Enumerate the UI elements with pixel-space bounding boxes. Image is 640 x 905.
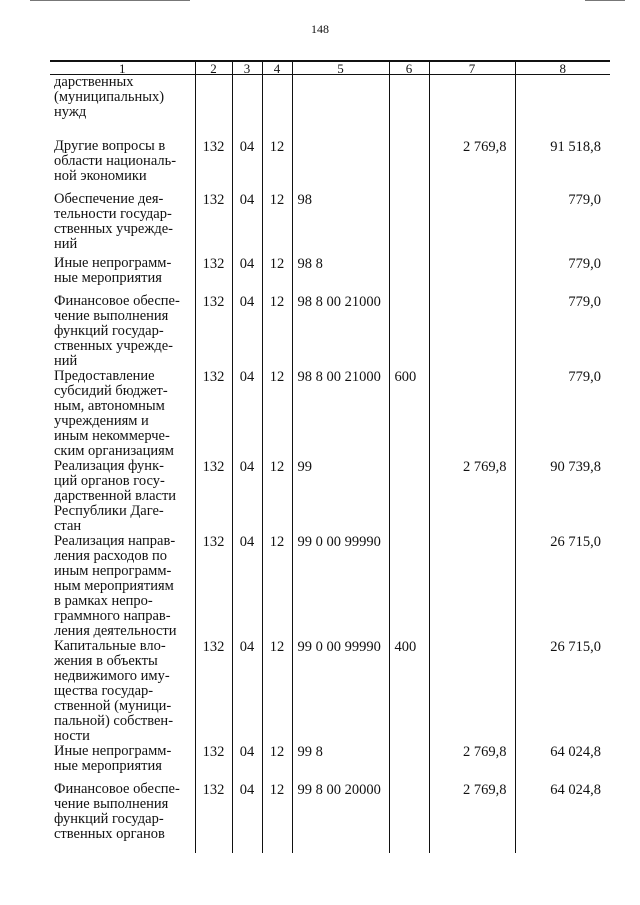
- cell-col-7: [429, 534, 515, 639]
- cell-col-8: 779,0: [515, 192, 610, 256]
- cell-name: [50, 192, 195, 256]
- header-col-1: 1: [50, 61, 195, 75]
- cell-col-4: 12: [262, 744, 292, 782]
- row-name-text: Реализация направ- ления расходов по иным непрограмм- ным мероприятиям в рамках непро- граммного направ- ления деятельности: [54, 532, 177, 639]
- cell-col-6: [389, 75, 429, 139]
- cell-col-6: 400: [389, 639, 429, 744]
- cell-col-5: 99 8 00 20000: [292, 782, 389, 853]
- row-name-text: Финансовое обеспе- чение выполнения функций государ- ственных органов: [54, 780, 180, 842]
- cell-name: [50, 744, 195, 782]
- cell-col-2: 132: [195, 256, 232, 294]
- table-row: [50, 256, 610, 294]
- page-number: 148: [311, 22, 329, 36]
- cell-col-8: 64 024,8: [515, 744, 610, 782]
- table-row: [50, 192, 610, 256]
- cell-col-2: 132: [195, 369, 232, 459]
- cell-col-2: 132: [195, 139, 232, 192]
- cell-col-8: 26 715,0: [515, 534, 610, 639]
- cell-col-5: 98: [292, 192, 389, 256]
- cell-col-3: 04: [232, 459, 262, 534]
- cell-col-8: 91 518,8: [515, 139, 610, 192]
- cell-name: [50, 639, 195, 744]
- cell-col-5: 99 0 00 99990: [292, 639, 389, 744]
- cell-col-4: 12: [262, 534, 292, 639]
- row-name-text: Капитальные вло- жения в объекты недвижимого иму- щества государ- ственной (муници- пальной) собствен- ности: [54, 637, 174, 744]
- cell-col-6: [389, 744, 429, 782]
- header-col-2: 2: [195, 61, 232, 75]
- cell-col-7: [429, 192, 515, 256]
- table-row: [50, 369, 610, 459]
- cell-col-6: [389, 139, 429, 192]
- header-col-7: 7: [429, 61, 515, 75]
- table-row: [50, 639, 610, 744]
- cell-col-7: [429, 294, 515, 369]
- cell-col-5: [292, 139, 389, 192]
- row-name-text: дарственных (муниципальных) нужд: [54, 74, 165, 120]
- cell-col-3: 04: [232, 294, 262, 369]
- cell-col-3: 04: [232, 139, 262, 192]
- header-col-5: 5: [292, 61, 389, 75]
- header-col-8: 8: [515, 61, 610, 75]
- cell-col-2: 132: [195, 192, 232, 256]
- cell-name: [50, 459, 195, 534]
- cell-col-5: 99: [292, 459, 389, 534]
- cell-name: [50, 75, 195, 139]
- cell-col-3: 04: [232, 256, 262, 294]
- cell-col-7: 2 769,8: [429, 459, 515, 534]
- cell-col-2: 132: [195, 782, 232, 853]
- cell-col-8: 779,0: [515, 256, 610, 294]
- table-row: [50, 782, 610, 853]
- row-name-text: Иные непрограмм- ные мероприятия: [54, 254, 172, 286]
- header-col-4: 4: [262, 61, 292, 75]
- cell-name: [50, 534, 195, 639]
- cell-col-4: 12: [262, 256, 292, 294]
- cell-col-4: 12: [262, 782, 292, 853]
- scan-artifact-top-right: [585, 0, 625, 1]
- cell-col-5: 99 0 00 99990: [292, 534, 389, 639]
- header-row: [50, 61, 610, 75]
- cell-col-3: 04: [232, 639, 262, 744]
- scan-artifact-top-left: [30, 0, 190, 1]
- cell-col-2: 132: [195, 534, 232, 639]
- cell-col-3: [232, 75, 262, 139]
- row-name-text: Другие вопросы в области националь- ной экономики: [54, 137, 177, 184]
- cell-col-3: 04: [232, 534, 262, 639]
- cell-col-4: [262, 75, 292, 139]
- cell-col-2: [195, 75, 232, 139]
- table-row: [50, 534, 610, 639]
- cell-name: [50, 139, 195, 192]
- row-name-text: Реализация функ- ций органов госу- дарственной власти Республики Даге- стан: [54, 457, 177, 534]
- cell-col-7: [429, 75, 515, 139]
- table-row: [50, 744, 610, 782]
- cell-col-5: 98 8 00 21000: [292, 369, 389, 459]
- cell-col-7: [429, 639, 515, 744]
- cell-col-5: [292, 75, 389, 139]
- cell-col-2: 132: [195, 294, 232, 369]
- row-name-text: Финансовое обеспе- чение выполнения функций государ- ственных учрежде- ний: [54, 292, 180, 369]
- cell-col-4: 12: [262, 459, 292, 534]
- cell-col-5: 99 8: [292, 744, 389, 782]
- header-col-3: 3: [232, 61, 262, 75]
- cell-col-8: 26 715,0: [515, 639, 610, 744]
- cell-col-5: 98 8: [292, 256, 389, 294]
- table-row: [50, 459, 610, 534]
- cell-col-6: [389, 256, 429, 294]
- cell-col-8: 779,0: [515, 294, 610, 369]
- cell-col-6: [389, 192, 429, 256]
- cell-name: [50, 782, 195, 853]
- table-row: [50, 294, 610, 369]
- cell-col-6: [389, 782, 429, 853]
- cell-col-2: 132: [195, 459, 232, 534]
- cell-col-8: 90 739,8: [515, 459, 610, 534]
- cell-col-2: 132: [195, 744, 232, 782]
- cell-col-7: [429, 256, 515, 294]
- cell-col-4: 12: [262, 369, 292, 459]
- cell-col-3: 04: [232, 782, 262, 853]
- cell-col-5: 98 8 00 21000: [292, 294, 389, 369]
- cell-col-4: 12: [262, 294, 292, 369]
- table-body: [50, 75, 610, 853]
- cell-col-8: 779,0: [515, 369, 610, 459]
- cell-col-7: 2 769,8: [429, 139, 515, 192]
- cell-col-6: [389, 294, 429, 369]
- cell-col-4: 12: [262, 639, 292, 744]
- cell-col-7: 2 769,8: [429, 744, 515, 782]
- cell-col-2: 132: [195, 639, 232, 744]
- cell-col-3: 04: [232, 744, 262, 782]
- row-name-text: Иные непрограмм- ные мероприятия: [54, 742, 172, 774]
- table-row: [50, 139, 610, 192]
- cell-col-3: 04: [232, 369, 262, 459]
- cell-col-4: 12: [262, 139, 292, 192]
- row-name-text: Обеспечение дея- тельности государ- ственных учрежде- ний: [54, 190, 173, 252]
- cell-col-7: [429, 369, 515, 459]
- cell-col-6: [389, 459, 429, 534]
- table-row: [50, 75, 610, 139]
- cell-col-7: 2 769,8: [429, 782, 515, 853]
- cell-col-6: 600: [389, 369, 429, 459]
- cell-name: [50, 256, 195, 294]
- budget-table: [50, 60, 610, 853]
- row-name-text: Предоставление субсидий бюджет- ным, автономным учреждениям и иным некоммерче- ским организациям: [54, 367, 174, 459]
- cell-col-8: 64 024,8: [515, 782, 610, 853]
- header-col-6: 6: [389, 61, 429, 75]
- cell-name: [50, 294, 195, 369]
- cell-col-8: [515, 75, 610, 139]
- cell-name: [50, 369, 195, 459]
- cell-col-4: 12: [262, 192, 292, 256]
- cell-col-6: [389, 534, 429, 639]
- cell-col-3: 04: [232, 192, 262, 256]
